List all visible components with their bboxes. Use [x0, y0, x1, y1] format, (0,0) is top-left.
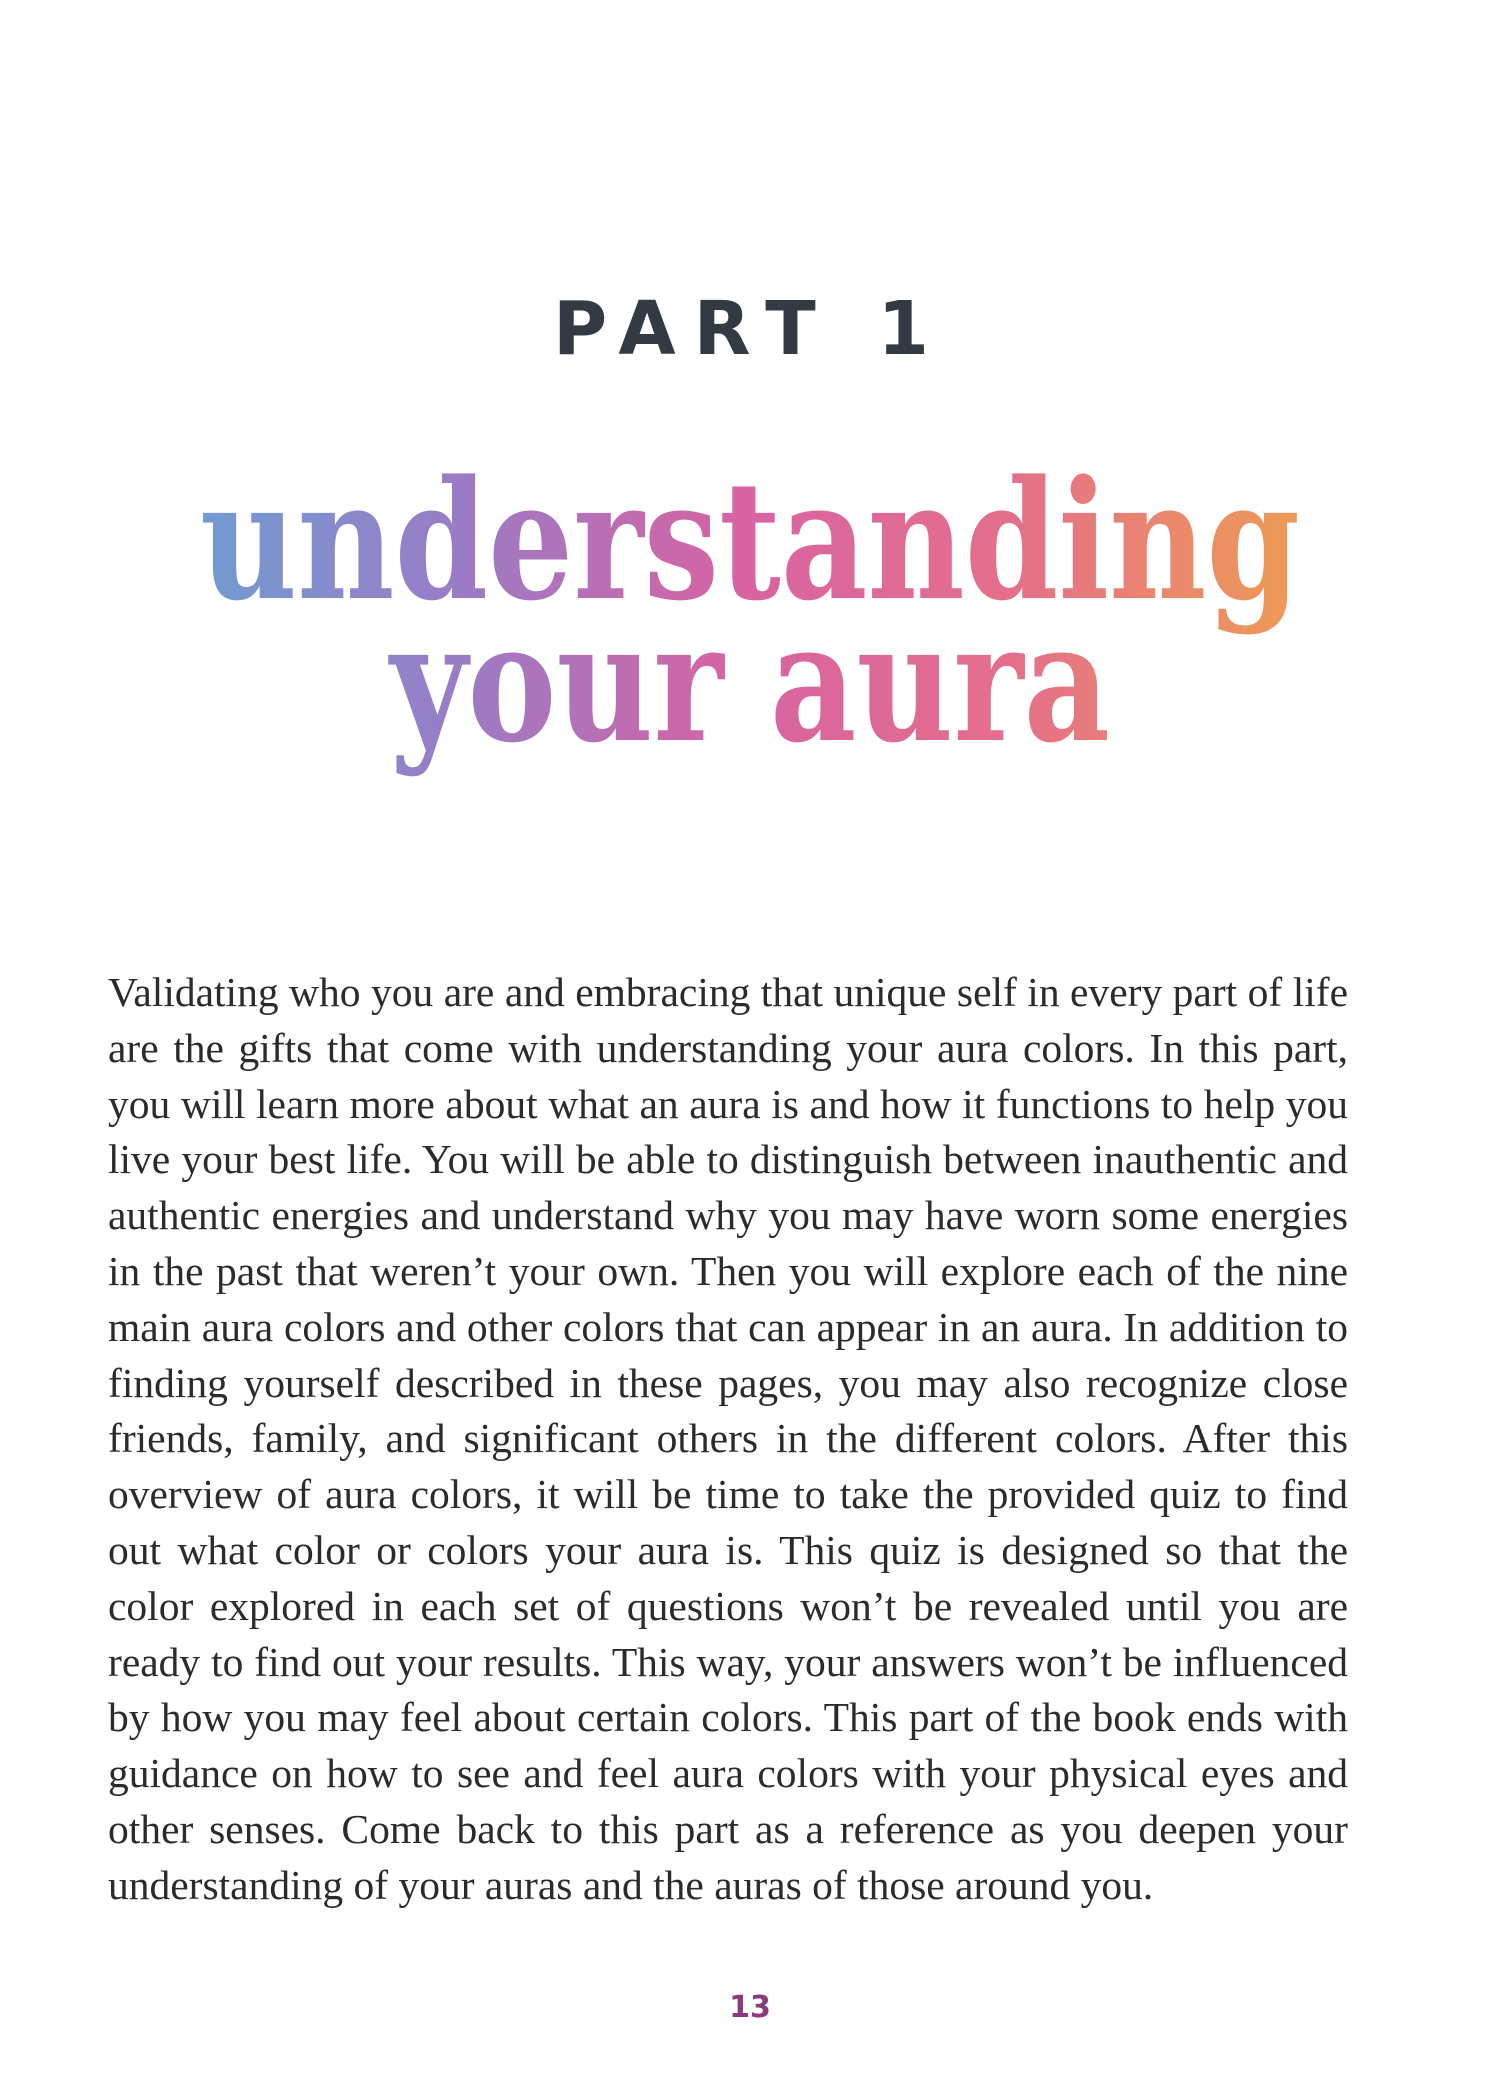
page-number: 13 [729, 1990, 771, 2025]
chapter-title [0, 440, 1500, 800]
title-line-1: understanding [200, 444, 1300, 637]
part-label: PART 1 [552, 286, 948, 372]
title-line-2: your aura [387, 586, 1111, 779]
body-paragraph: Validating who you are and embracing that unique self in every part of life are the gifts that come with understanding your aura colors. In this part, you will learn more about what an aura is and how it functions to help you live your best life. You will be able to distinguish between inauthentic and authentic energies and understand why you may have worn some energies in the past that weren’t your own. Then you will explore each of the nine main aura colors and other colors that can appear in an aura. In addition to finding yourself described in these pages, you may also recognize close friends, family, and significant others in the different colors. After this overview of aura colors, it will be time to take the provided quiz to find out what color or colors your aura is. This quiz is designed so that the color explored in each set of questions won’t be revealed until you are ready to find out your results. This way, your answers won’t be influenced by how you may feel about certain colors. This part of the book ends with guidance on how to see and feel aura colors with your physical eyes and other senses. Come back to this part as a reference as you deepen your understanding of your auras and the auras of those around you. [108, 969, 1348, 1908]
